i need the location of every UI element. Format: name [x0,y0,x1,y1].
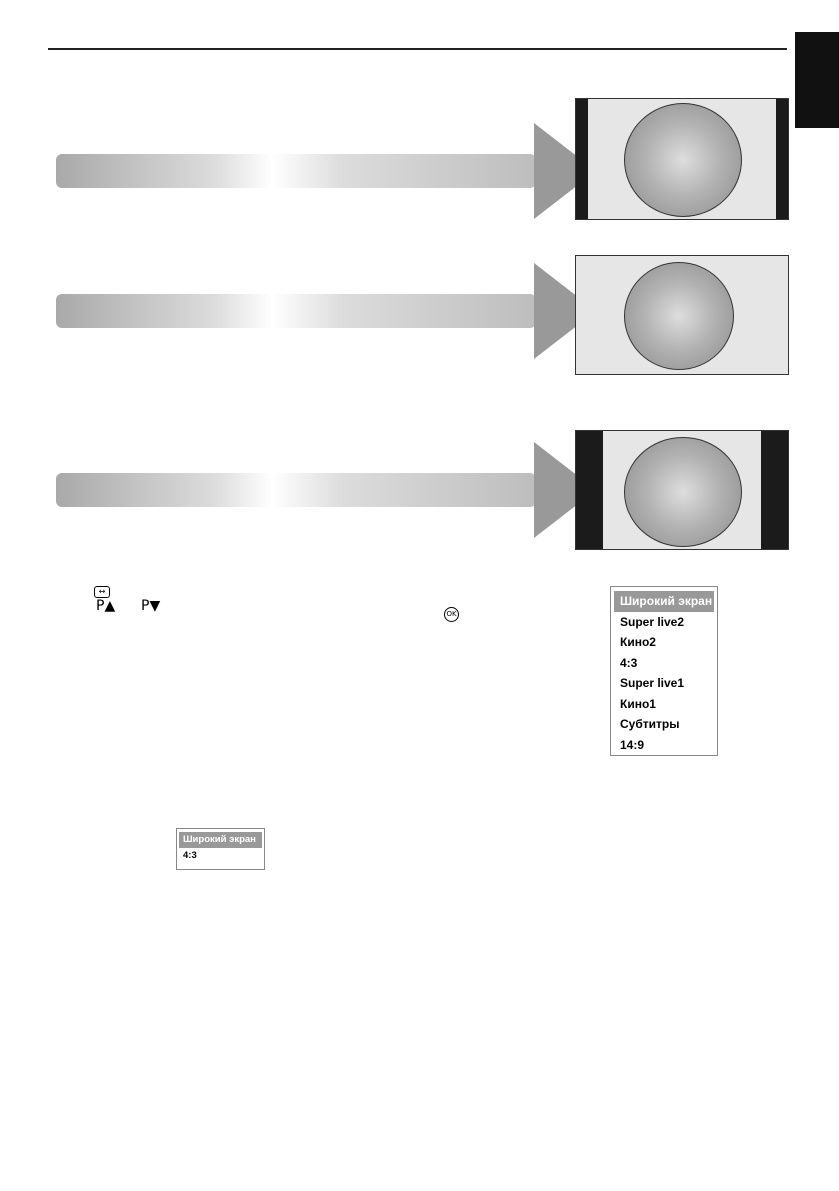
format-arrow-2 [56,263,598,359]
remote-instructions [94,586,514,622]
small-menu-item-wide[interactable]: Широкий экран [179,832,262,848]
tv-screen-1 [575,98,789,220]
small-menu-item-4-3[interactable]: 4:3 [183,850,197,861]
format-arrow-1 [56,123,598,219]
menu-item-4-3[interactable]: 4:3 [620,655,638,670]
arrow-bar [56,294,536,328]
ok-icon: OK [444,607,459,622]
test-circle [624,262,734,370]
menu-item-subtitles[interactable]: Субтитры [620,717,680,731]
tv-screen-3 [575,430,789,550]
wide-screen-icon: ↔ [94,586,110,598]
test-circle [624,437,742,547]
picture-format-menu [610,586,718,756]
format-arrow-3 [56,442,598,538]
tv-screen-2 [575,255,789,375]
menu-item-super-live2[interactable]: Super live2 [620,614,685,629]
arrow-bar [56,473,536,507]
arrow-bar [56,154,536,188]
language-tab [795,32,839,128]
right-pillar [776,99,788,219]
p-down-icon: P▼ [141,598,161,614]
left-pillar [576,99,588,219]
left-pillar [576,431,603,549]
p-up-icon: P▲ [96,598,116,614]
menu-item-cinema1[interactable]: Кино1 [620,696,656,711]
limited-format-menu [176,828,265,870]
test-circle [624,103,742,217]
menu-item-wide[interactable]: Широкий экран [614,591,714,612]
menu-item-super-live1[interactable]: Super live1 [620,676,685,690]
header-rule [48,48,787,50]
menu-item-cinema2[interactable]: Кино2 [620,635,656,649]
right-pillar [761,431,788,549]
menu-item-14-9[interactable]: 14:9 [620,737,645,752]
